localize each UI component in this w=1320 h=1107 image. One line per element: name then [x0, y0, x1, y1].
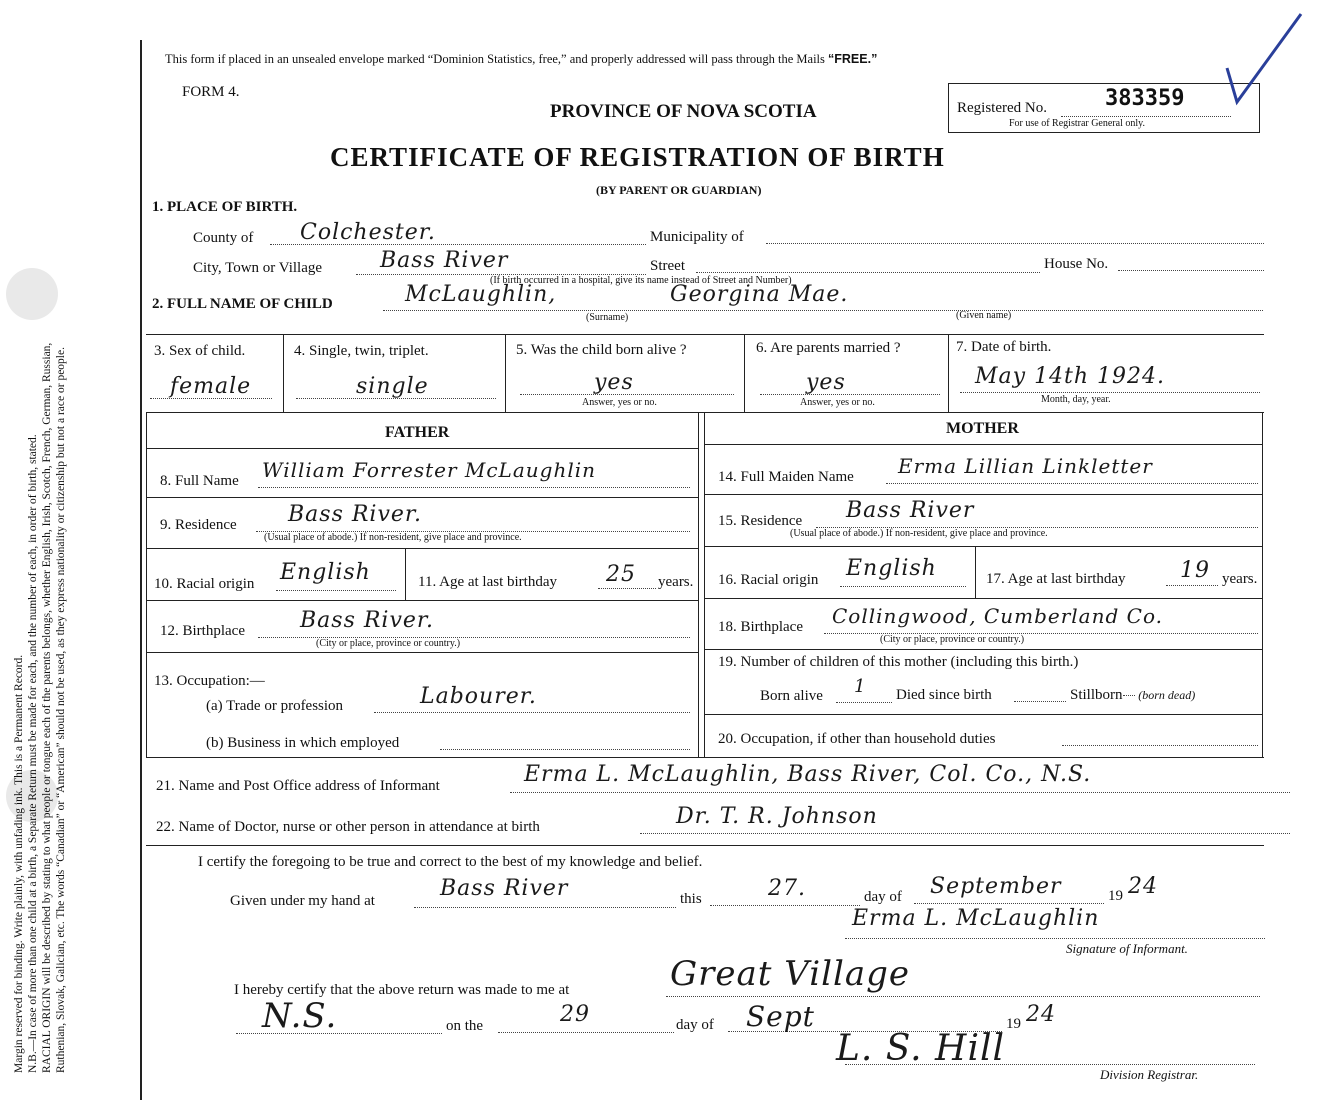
doctor-label: 22. Name of Doctor, nurse or other person in attendance at birth [156, 819, 540, 835]
alive-value: yes [594, 370, 634, 395]
mother-birthplace-note: (City or place, province or country.) [880, 634, 1025, 645]
registrar-province-value: N.S. [262, 996, 338, 1036]
mother-birthplace-value: Collingwood, Cumberland Co. [832, 604, 1163, 628]
mail-note: This form if placed in an unsealed envelope marked “Dominion Statistics, free,” and properly addressed will pass through the Mails “FREE.” [165, 52, 878, 66]
sex-value: female [170, 374, 252, 399]
check-mark-icon [1225, 10, 1305, 110]
certify-text: I certify the foregoing to be true and correct to the best of my knowledge and belief. [198, 854, 703, 870]
father-age-value: 25 [606, 562, 636, 587]
mother-age-label: 17. Age at last birthday [986, 571, 1126, 587]
surname-note: (Surname) [586, 312, 629, 323]
city-label: City, Town or Village [193, 260, 323, 276]
hospital-note: (If birth occurred in a hospital, give its name instead of Street and Number) [490, 275, 792, 286]
father-trade-label: (a) Trade or profession [206, 698, 344, 714]
mother-abode-note: (Usual place of abode.) If non-resident, give place and province. [790, 528, 1048, 539]
mother-name-value: Erma Lillian Linkletter [898, 454, 1153, 478]
father-birthplace-value: Bass River. [300, 608, 434, 633]
father-racial-label: 10. Racial origin [154, 576, 255, 592]
municipality-label: Municipality of [650, 229, 744, 245]
father-heading: FATHER [385, 424, 450, 441]
father-trade-value: Labourer. [420, 684, 537, 709]
father-years: years. [658, 574, 694, 590]
margin-rule [140, 40, 142, 1100]
dob-value: May 14th 1924. [975, 364, 1166, 389]
married-note: Answer, yes or no. [800, 397, 875, 408]
mother-heading: MOTHER [946, 420, 1019, 437]
province-heading: PROVINCE OF NOVA SCOTIA [550, 101, 817, 122]
doctor-value: Dr. T. R. Johnson [676, 804, 878, 829]
child-surname-value: McLaughlin, [405, 282, 557, 307]
page-subtitle: (BY PARENT OR GUARDIAN) [596, 183, 762, 197]
place-heading: 1. PLACE OF BIRTH. [152, 199, 298, 215]
mother-residence-label: 15. Residence [718, 513, 803, 529]
margin-line-1: Margin reserved for binding. Write plainly, with unfading ink. This is a Permanent Record. [13, 654, 25, 1073]
on-the-label: on the [446, 1018, 484, 1034]
signature-informant-label: Signature of Informant. [1066, 941, 1188, 956]
dob-note: Month, day, year. [1041, 394, 1111, 405]
father-residence-value: Bass River. [288, 502, 422, 527]
city-value: Bass River [380, 248, 509, 273]
father-business-label: (b) Business in which employed [206, 735, 400, 751]
page-title: CERTIFICATE OF REGISTRATION OF BIRTH [330, 142, 945, 172]
division-registrar-label: Division Registrar. [1100, 1067, 1199, 1082]
mother-occupation-label: 20. Occupation, if other than household duties [718, 731, 996, 747]
form-number: FORM 4. [182, 84, 240, 100]
plurality-label: 4. Single, twin, triplet. [294, 343, 429, 359]
mother-children-label: 19. Number of children of this mother (including this birth.) [718, 654, 1079, 670]
registered-number: 383359 [1105, 86, 1185, 111]
father-age-label: 11. Age at last birthday [418, 574, 557, 590]
died-since-label: Died since birth [896, 687, 992, 703]
given-label: Given under my hand at [230, 893, 375, 909]
given-year-value: 24 [1128, 874, 1158, 899]
given-note: (Given name) [956, 310, 1012, 321]
margin-notes [12, 43, 68, 1073]
registrar-signature: L. S. Hill [836, 1028, 1005, 1069]
registrar-month-value: Sept [746, 1000, 815, 1033]
born-alive-label: Born alive [760, 688, 823, 704]
registrar-note: For use of Registrar General only. [1009, 118, 1145, 129]
given-month-value: September [930, 874, 1062, 899]
registered-box [948, 83, 1260, 133]
mother-name-label: 14. Full Maiden Name [718, 469, 854, 485]
margin-line-3: RACIAL ORIGIN will be described by stating to what people or tongue each of the parents belongs, whether English, Irish, Scotch, French, German, Russian, [41, 342, 53, 1073]
father-name-label: 8. Full Name [160, 473, 239, 489]
alive-label: 5. Was the child born alive ? [516, 342, 687, 358]
father-occupation-label: 13. Occupation:— [154, 673, 265, 689]
informant-label: 21. Name and Post Office address of Informant [156, 778, 440, 794]
child-given-value: Georgina Mae. [670, 282, 849, 307]
margin-line-2: N.B.—In case of more than one child at a birth, a Separate Return must be made for each, and the number of each, in order of birth, stated. [27, 434, 39, 1073]
stillborn-label: Stillborn (born dead) [1070, 687, 1196, 703]
married-label: 6. Are parents married ? [756, 340, 901, 356]
given-day-of-label: day of [864, 889, 902, 905]
alive-note: Answer, yes or no. [582, 397, 657, 408]
this-label: this [680, 891, 702, 907]
county-label: County of [193, 230, 254, 246]
mother-years: years. [1222, 571, 1258, 587]
father-abode-note: (Usual place of abode.) If non-resident, give place and province. [264, 532, 522, 543]
given-place-value: Bass River [440, 876, 569, 901]
father-name-value: William Forrester McLaughlin [262, 458, 596, 482]
born-alive-value: 1 [854, 676, 867, 697]
informant-value: Erma L. McLaughlin, Bass River, Col. Co., N.S. [524, 762, 1092, 787]
registered-label: Registered No. [957, 100, 1047, 116]
sex-label: 3. Sex of child. [154, 343, 246, 359]
father-birthplace-note: (City or place, province or country.) [316, 638, 461, 649]
registrar-day-value: 29 [560, 1002, 590, 1027]
mother-age-value: 19 [1180, 558, 1210, 583]
mother-residence-value: Bass River [846, 498, 975, 523]
hereby-text: I hereby certify that the above return was made to me at [234, 982, 570, 998]
mail-free: “FREE.” [828, 52, 878, 66]
mother-racial-value: English [846, 556, 937, 581]
married-value: yes [806, 370, 846, 395]
given-year-prefix: 19 [1108, 888, 1123, 904]
registrar-place-value: Great Village [670, 954, 911, 994]
plurality-value: single [356, 374, 429, 399]
stillborn-note: (born dead) [1138, 688, 1196, 702]
house-label: House No. [1044, 256, 1109, 272]
dob-label: 7. Date of birth. [956, 339, 1052, 355]
father-birthplace-label: 12. Birthplace [160, 623, 245, 639]
registrar-day-of-label: day of [676, 1017, 714, 1033]
informant-signature: Erma L. McLaughlin [852, 906, 1100, 931]
street-label: Street [650, 258, 685, 274]
mother-birthplace-label: 18. Birthplace [718, 619, 803, 635]
father-racial-value: English [280, 560, 371, 585]
county-value: Colchester. [300, 220, 436, 245]
registrar-year-prefix: 19 [1006, 1016, 1021, 1032]
mother-racial-label: 16. Racial origin [718, 572, 819, 588]
father-residence-label: 9. Residence [160, 517, 237, 533]
registrar-year-value: 24 [1026, 1002, 1056, 1027]
child-name-label: 2. FULL NAME OF CHILD [152, 296, 333, 312]
margin-line-4: Ruthenian, Slovak, Galician, etc. The words “Canadian” or “American” should not be used, as they express nationality or citizenship but not a race or people. [55, 347, 67, 1073]
given-day-value: 27. [768, 876, 806, 901]
